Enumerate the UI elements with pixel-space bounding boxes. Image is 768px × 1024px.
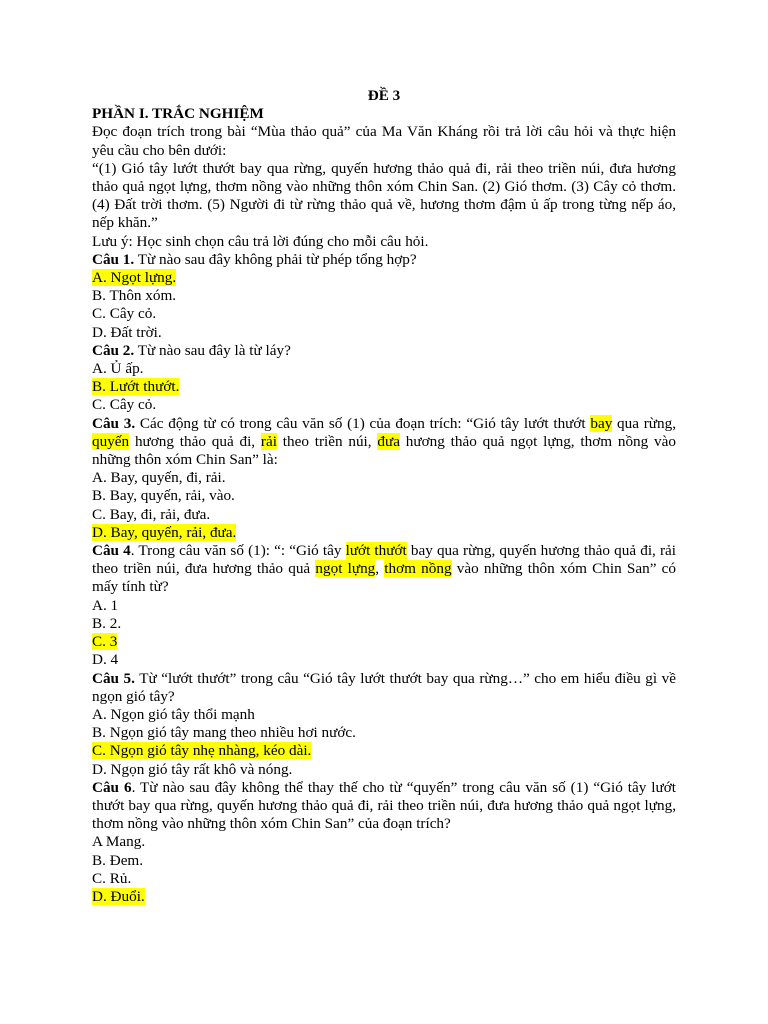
q1-option-d: D. Đất trời. — [92, 323, 162, 341]
question-5 — [92, 670, 676, 706]
question-2 — [92, 342, 676, 360]
highlighted-word: thơm nồng — [384, 560, 452, 578]
q3-option-a: A. Bay, quyến, đi, rải. — [92, 469, 226, 487]
q3-option-b: B. Bay, quyến, rải, vào. — [92, 487, 235, 505]
q5-option-b: B. Ngọn gió tây mang theo nhiều hơi nước. — [92, 724, 356, 742]
correct-answer-highlight: B. Lướt thướt. — [92, 378, 180, 396]
highlighted-word: quyến — [92, 432, 130, 450]
q1-option-b: B. Thôn xóm. — [92, 287, 177, 305]
question-number: Câu 4 — [92, 542, 131, 560]
highlighted-word: lướt thướt — [345, 542, 407, 560]
q2-option-b — [92, 378, 676, 396]
q3-option-d — [92, 524, 676, 542]
question-4: Câu 4. Trong câu văn số (1): “: “Gió tây lướt thướt bay qua rừng, quyến hương thảo quả đi, rải theo triền núi, đưa hương thảo quả ngọt lựng, thơm nồng vào những thôn xóm Chin San” có mấy tính từ? — [92, 542, 677, 596]
q6-option-c: C. Rủ. — [92, 869, 132, 887]
document-content — [92, 87, 676, 906]
correct-answer-highlight: C. Ngọn gió tây nhẹ nhàng, kéo dài. — [92, 742, 312, 760]
q4-option-b: B. 2. — [92, 614, 122, 632]
q4-option-d: D. 4 — [92, 651, 119, 669]
exam-title: ĐỀ 3 — [367, 87, 401, 104]
q4-option-c — [92, 633, 676, 651]
q3-option-c: C. Bay, đi, rải, đưa. — [92, 505, 211, 523]
intro-text: Đọc đoạn trích trong bài “Mùa thảo quả” của Ma Văn Kháng rồi trả lời câu hỏi và thực hiện yêu cầu cho bên dưới: — [92, 123, 676, 159]
note-text: Lưu ý: Học sinh chọn câu trả lời đúng cho mỗi câu hỏi. — [92, 232, 429, 250]
q2-option-c: C. Cây cỏ. — [92, 396, 157, 414]
correct-answer-highlight: C. 3 — [92, 633, 118, 651]
q5-option-d: D. Ngọn gió tây rất khô và nóng. — [92, 760, 293, 778]
q6-option-d — [92, 888, 676, 906]
question-text: Từ nào sau đây là từ láy? — [134, 341, 291, 359]
highlighted-word: đưa — [377, 432, 400, 450]
question-text: Từ “lướt thướt” trong câu “Gió tây lướt thướt bay qua rừng…” cho em hiểu điều gì về ngọn gió tây? — [92, 669, 676, 705]
question-3: Câu 3. Các động từ có trong câu văn số (1) của đoạn trích: “Gió tây lướt thướt bay qua rừng, quyến hương thảo quả đi, rải theo triền núi, đưa hương thảo quả ngọt lựng, thơm nồng vào những thôn xóm Chin San” là: — [92, 414, 676, 469]
correct-answer-highlight: A. Ngọt lựng. — [92, 269, 177, 287]
question-6 — [92, 779, 676, 834]
section-heading: PHẦN I. TRẮC NGHIỆM — [92, 105, 264, 123]
question-text: . Từ nào sau đây không thể thay thế cho từ “quyến” trong câu văn số (1) “Gió tây lướt thướt bay qua rừng, quyến hương thảo quả đi, rải theo triền núi, đưa hương thảo quả ngọt lựng, thơm nồng vào những thôn xóm Chin San” của đoạn trích? — [92, 778, 677, 833]
question-number: Câu 6 — [92, 778, 132, 796]
q1-option-a — [92, 269, 676, 287]
q6-option-b: B. Đem. — [92, 851, 144, 869]
q5-option-a: A. Ngọn gió tây thổi mạnh — [92, 705, 255, 723]
question-1 — [92, 251, 676, 269]
correct-answer-highlight: D. Bay, quyến, rải, đưa. — [92, 523, 237, 541]
highlighted-word: bay — [590, 414, 613, 432]
highlighted-word: rải — [260, 432, 277, 450]
question-number: Câu 2. — [92, 341, 135, 359]
q5-option-c — [92, 742, 676, 760]
question-text: Từ nào sau đây không phải từ phép tổng hợp? — [134, 250, 417, 268]
highlighted-word: ngọt lựng — [315, 560, 376, 578]
q4-option-a: A. 1 — [92, 596, 119, 614]
q2-option-a: A. Ủ ấp. — [92, 360, 144, 378]
excerpt-text: “(1) Gió tây lướt thướt bay qua rừng, quyến hương thảo quả đi, rải theo triền núi, đưa hương thảo quả ngọt lựng, thơm nồng vào những thôn xóm Chin San. (2) Gió thơm. (3) Cây cỏ thơm. (4) Đất trời thơm. (5) Người đi từ rừng thảo quả về, hương thơm đậm ủ ấp trong từng nếp áo, nếp khăn.” — [92, 159, 676, 232]
question-number: Câu 3. — [92, 414, 136, 432]
question-number: Câu 1. — [92, 250, 135, 268]
q1-option-c: C. Cây cỏ. — [92, 305, 157, 323]
correct-answer-highlight: D. Đuổi. — [92, 887, 145, 905]
question-number: Câu 5. — [92, 669, 135, 687]
q6-option-a: A Mang. — [92, 833, 146, 851]
